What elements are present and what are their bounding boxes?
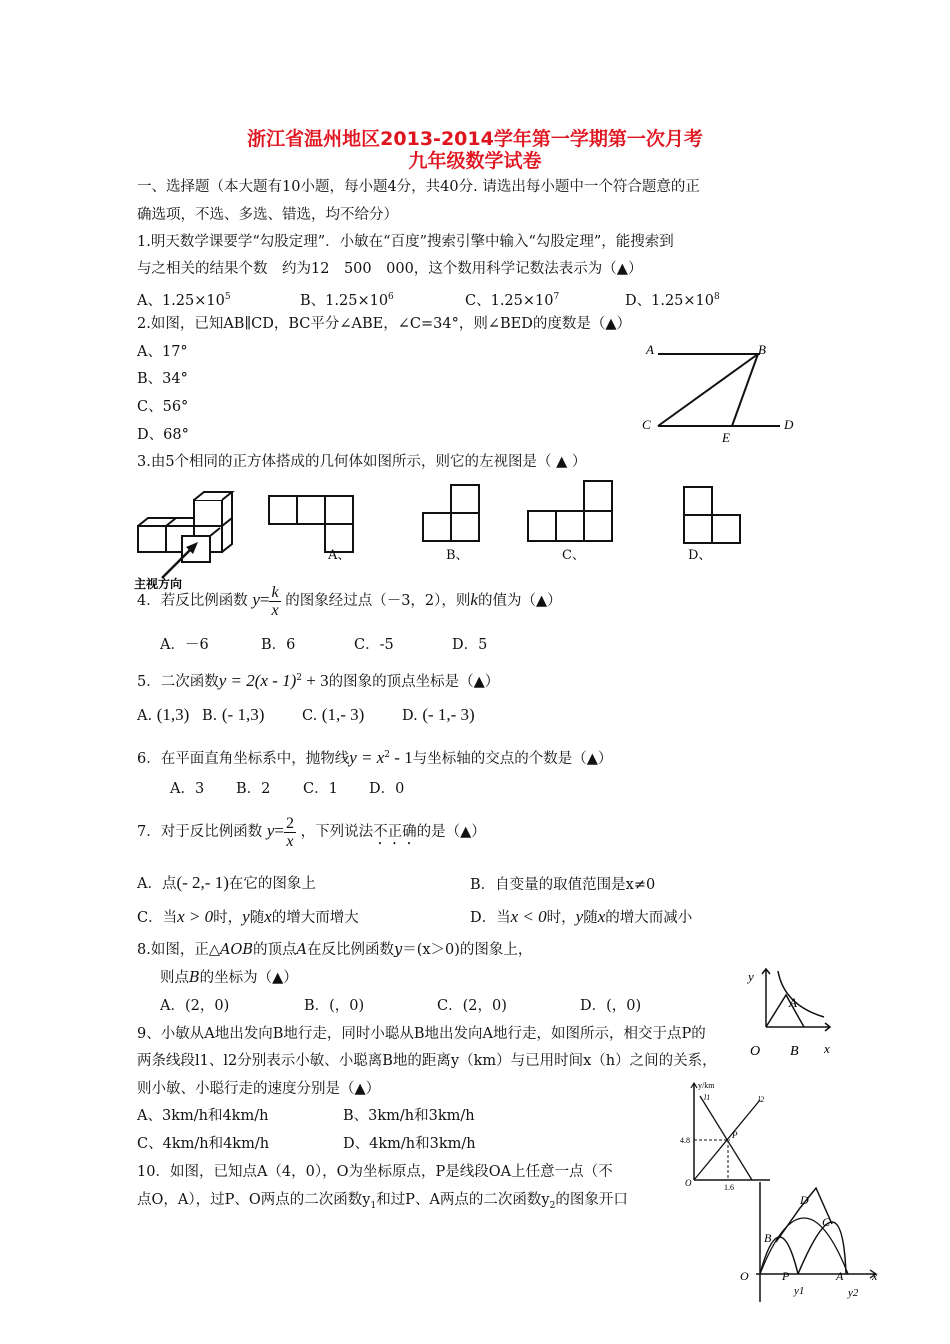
q10-label-c: C — [822, 1215, 831, 1229]
q9-label-1-6: 1.6 — [724, 1183, 734, 1192]
q8-option-b: B．(，0) — [304, 998, 365, 1014]
q9-stem-cont: 两条线段l1、l2分别表示小敏、小聪离B地的距离y（km）与已用时间x（h）之间的关系， — [137, 1053, 717, 1069]
q7-option-a: A．点(- 2,- 1)在它的图象上 — [137, 873, 316, 892]
q2-option-a: A、17° — [137, 344, 188, 360]
q2-label-a: A — [646, 342, 654, 357]
q6-stem: 6．在平面直角坐标系中，抛物线$y = x^2 - 1$与坐标轴的交点的个数是（▲） — [137, 747, 613, 767]
q1-option-c: C、$1.25\times 10^7$ — [465, 292, 560, 309]
q3-front-direction-label: 主视方向 — [134, 577, 183, 591]
q10-figure — [736, 1180, 886, 1305]
q8-option-d: D．(，0) — [580, 998, 642, 1014]
q3-option-c-label: C、 — [562, 548, 585, 563]
q2-figure — [640, 340, 800, 445]
q9-label-ylabel: y/km — [698, 1081, 715, 1090]
q9-option-d: D、4km/h和3km/h — [343, 1136, 476, 1152]
q8-stem-cont: 则点B的坐标为（▲） — [160, 970, 298, 986]
q3-option-b-figure — [420, 483, 490, 548]
q4-stem: 4．若反比例函数 y= $\frac{k}{x}$ 的图象经过点（－3，2），则k的值为（▲） — [137, 583, 562, 619]
q4-option-b: B．6 — [261, 637, 296, 653]
q7-stem: 7．对于反比例函数 y= $\frac{2}{x}$ ，下列说法不正确的是（▲） — [137, 814, 486, 850]
q2-label-d: D — [784, 417, 794, 432]
q9-figure — [680, 1078, 780, 1192]
q1-stem-cont: 与之相关的结果个数 约为12 500 000，这个数用科学记数法表示为（▲） — [137, 261, 643, 277]
q1-stem: 1.明天数学课要学“勾股定理”．小敏在“百度”搜索引擎中输入“勾股定理”，能搜索到 — [137, 234, 674, 250]
q6-option-c: C．1 — [303, 781, 338, 797]
q3-option-d-label: D、 — [688, 548, 712, 563]
q9-option-b: B、3km/h和3km/h — [343, 1108, 475, 1124]
q2-option-b: B、34° — [137, 371, 188, 387]
q4-option-d: D．5 — [452, 637, 488, 653]
q9-label-p: P — [732, 1130, 738, 1140]
q3-option-a-figure — [266, 493, 366, 563]
q1-option-b: B、$1.25\times 10^6$ — [300, 292, 394, 309]
q3-option-b-label: B、 — [446, 548, 469, 563]
q9-label-o: O — [685, 1178, 692, 1188]
q10-label-y2: y2 — [848, 1287, 859, 1299]
q10-stem: 10．如图，已知点A（4，0），O为坐标原点，P是线段OA上任意一点（不 — [137, 1164, 613, 1180]
q2-stem: 2.如图，已知AB∥CD，BC平分∠ABE，∠C=34°，则∠BED的度数是（▲） — [137, 316, 632, 332]
q5-option-b: B. (- 1,3) — [202, 705, 265, 724]
q3-solid-figure — [132, 490, 247, 590]
q3-option-a-label: A、 — [328, 548, 351, 563]
q8-label-a: A — [789, 995, 797, 1010]
q10-label-o: O — [740, 1269, 749, 1283]
q10-label-a: A — [836, 1269, 844, 1283]
q10-label-p: P — [782, 1269, 790, 1283]
q2-option-d: D、68° — [137, 427, 189, 443]
q8-option-c: C．(2，0) — [437, 998, 507, 1014]
q6-option-b: B．2 — [236, 781, 271, 797]
q9-option-a: A、3km/h和4km/h — [137, 1108, 269, 1124]
q7-option-b: B．自变量的取值范围是x≠0 — [470, 877, 656, 893]
q1-option-a: A、$1.25\times 10^5$ — [137, 292, 231, 309]
q4-option-a: A．－6 — [160, 637, 209, 653]
q5-option-c: C. (1,- 3) — [302, 705, 365, 724]
q8-label-o: O — [750, 1044, 761, 1059]
q8-stem: 8.如图，正△AOB的顶点A在反比例函数y＝(x＞0)的图象上， — [137, 942, 533, 958]
q5-option-d: D. (- 1,- 3) — [402, 705, 475, 724]
q2-option-c: C、56° — [137, 399, 189, 415]
q2-label-e: E — [722, 430, 730, 445]
q9-option-c: C、4km/h和4km/h — [137, 1136, 270, 1152]
q8-label-y: y — [748, 969, 754, 984]
q9-stem-cont2: 则小敏、小聪行走的速度分别是（▲） — [137, 1081, 381, 1097]
q8-label-b: B — [790, 1044, 799, 1059]
section-heading-cont: 确选项，不选、多选、错选，均不给分） — [137, 207, 398, 223]
q5-stem: 5．二次函数y = 2(x - 1)$^2$ + 3的图象的顶点坐标是（▲） — [137, 670, 500, 690]
q8-label-x: x — [824, 1041, 830, 1056]
q3-stem: 3.由5个相同的正方体搭成的几何体如图所示，则它的左视图是（ ▲ ） — [137, 454, 587, 470]
q2-label-b: B — [758, 342, 766, 357]
q10-label-b: B — [764, 1231, 772, 1245]
q7-option-c: C．当x > 0时，y随x的增大而增大 — [137, 907, 359, 926]
q8-option-a: A．(2，0) — [160, 998, 230, 1014]
q1-option-d: D、$1.25\times 10^8$ — [625, 292, 720, 309]
q9-stem: 9、小敏从A地出发向B地行走，同时小聪从B地出发向A地行走，如图所示，相交于点P的 — [137, 1026, 706, 1042]
q8-figure — [744, 965, 844, 1060]
q10-label-y1: y1 — [794, 1285, 805, 1297]
exam-title: 浙江省温州地区2013-2014学年第一学期第一次月考 — [247, 128, 703, 150]
exam-subtitle: 九年级数学试卷 — [408, 150, 542, 172]
q9-label-4-8: 4.8 — [680, 1136, 690, 1145]
q10-label-d: D — [800, 1193, 809, 1207]
q6-option-d: D．0 — [369, 781, 405, 797]
q9-label-l2: l2 — [758, 1095, 765, 1104]
section-heading: 一、选择题（本大题有10小题，每小题4分，共40分. 请选出每小题中一个符合题意的正 — [137, 179, 700, 195]
q3-option-c-figure — [525, 479, 625, 544]
q10-stem-cont: 点O，A），过P、O两点的二次函数$y_1$和过P、A两点的二次函数$y_2$的图象开口 — [137, 1192, 628, 1211]
q9-label-l1: l1 — [704, 1093, 711, 1102]
q10-label-x: x — [872, 1269, 878, 1283]
q2-label-c: C — [642, 417, 651, 432]
q7-option-d: D．当x < 0时，y随x的增大而减小 — [470, 907, 693, 926]
q6-option-a: A．3 — [170, 781, 205, 797]
q4-option-c: C．-5 — [354, 637, 394, 653]
q3-option-d-figure — [681, 485, 751, 550]
q5-option-a: A. (1,3) — [137, 705, 190, 724]
